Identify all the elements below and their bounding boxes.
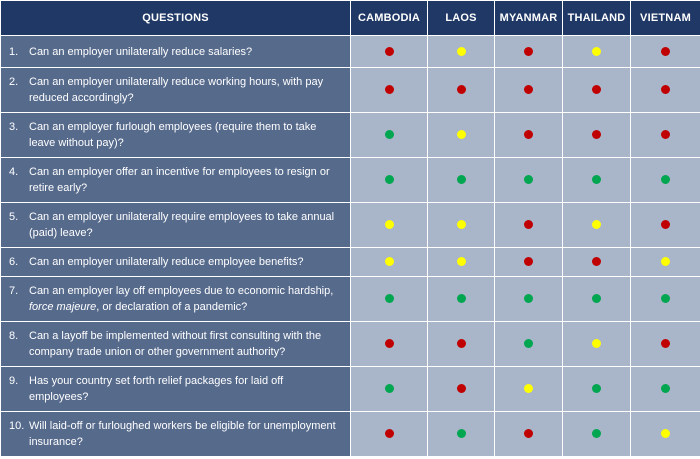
- question-number: 3.: [9, 121, 19, 133]
- red-status-dot-icon: [524, 220, 533, 229]
- yellow-status-dot-icon: [661, 257, 670, 266]
- red-status-dot-icon: [385, 85, 394, 94]
- yellow-status-dot-icon: [661, 429, 670, 438]
- red-status-dot-icon: [524, 130, 533, 139]
- status-cell-thailand: [563, 367, 631, 412]
- status-cell-laos: [428, 68, 495, 113]
- status-cell-thailand: [563, 36, 631, 68]
- red-status-dot-icon: [592, 85, 601, 94]
- green-status-dot-icon: [661, 294, 670, 303]
- green-status-dot-icon: [592, 429, 601, 438]
- red-status-dot-icon: [385, 47, 394, 56]
- status-cell-myanmar: [495, 277, 563, 322]
- red-status-dot-icon: [385, 429, 394, 438]
- country-header-laos: LAOS: [428, 1, 495, 36]
- question-text-part: Can an employer lay off employees due to economic hardship,: [29, 285, 334, 297]
- header-row: [1, 1, 700, 36]
- red-status-dot-icon: [457, 85, 466, 94]
- status-cell-myanmar: [495, 113, 563, 158]
- green-status-dot-icon: [457, 175, 466, 184]
- status-cell-myanmar: [495, 203, 563, 248]
- status-cell-myanmar: [495, 367, 563, 412]
- question-number: 1.: [9, 45, 19, 58]
- red-status-dot-icon: [524, 257, 533, 266]
- question-cell: [1, 36, 351, 68]
- yellow-status-dot-icon: [385, 220, 394, 229]
- green-status-dot-icon: [661, 175, 670, 184]
- question-cell: [1, 412, 351, 457]
- question-text-italic: force majeure: [29, 301, 97, 313]
- question-row: [1, 367, 700, 412]
- red-status-dot-icon: [661, 220, 670, 229]
- green-status-dot-icon: [385, 384, 394, 393]
- country-header-vietnam: VIETNAM: [631, 1, 700, 36]
- yellow-status-dot-icon: [457, 47, 466, 56]
- red-status-dot-icon: [385, 339, 394, 348]
- question-row: [1, 158, 700, 203]
- red-status-dot-icon: [524, 47, 533, 56]
- question-cell: [1, 158, 351, 203]
- red-status-dot-icon: [524, 429, 533, 438]
- question-cell: [1, 248, 351, 277]
- question-number: 5.: [9, 211, 19, 223]
- green-status-dot-icon: [457, 294, 466, 303]
- status-cell-laos: [428, 36, 495, 68]
- status-cell-laos: [428, 203, 495, 248]
- red-status-dot-icon: [457, 384, 466, 393]
- status-cell-vietnam: [631, 322, 700, 367]
- question-cell: [1, 113, 351, 158]
- status-cell-laos: [428, 277, 495, 322]
- green-status-dot-icon: [457, 429, 466, 438]
- red-status-dot-icon: [661, 130, 670, 139]
- yellow-status-dot-icon: [457, 220, 466, 229]
- status-cell-laos: [428, 158, 495, 203]
- status-cell-vietnam: [631, 113, 700, 158]
- question-text: Will laid-off or furloughed workers be eligible for unemployment insurance?: [29, 420, 336, 448]
- red-status-dot-icon: [457, 339, 466, 348]
- red-status-dot-icon: [661, 85, 670, 94]
- question-number: 9.: [9, 375, 19, 387]
- question-row: [1, 322, 700, 367]
- question-text: Can an employer furlough employees (require them to take leave without pay)?: [29, 121, 317, 149]
- yellow-status-dot-icon: [592, 47, 601, 56]
- yellow-status-dot-icon: [457, 130, 466, 139]
- question-row: [1, 203, 700, 248]
- country-header-myanmar: MYANMAR: [495, 1, 563, 36]
- status-cell-thailand: [563, 412, 631, 457]
- yellow-status-dot-icon: [457, 257, 466, 266]
- question-number: 6.: [9, 256, 19, 268]
- country-header-thailand: THAILAND: [563, 1, 631, 36]
- status-cell-myanmar: [495, 322, 563, 367]
- question-number: 7.: [9, 285, 19, 297]
- status-cell-vietnam: [631, 68, 700, 113]
- question-text: Can an employer unilaterally reduce salaries?: [29, 45, 253, 58]
- green-status-dot-icon: [385, 130, 394, 139]
- question-row: [1, 412, 700, 457]
- country-header-cambodia: CAMBODIA: [351, 1, 428, 36]
- status-cell-thailand: [563, 277, 631, 322]
- status-cell-cambodia: [351, 68, 428, 113]
- status-cell-myanmar: [495, 36, 563, 68]
- status-cell-thailand: [563, 158, 631, 203]
- status-cell-vietnam: [631, 277, 700, 322]
- status-cell-cambodia: [351, 203, 428, 248]
- question-text: [29, 283, 344, 315]
- status-cell-cambodia: [351, 158, 428, 203]
- status-cell-vietnam: [631, 203, 700, 248]
- question-text: Can an employer offer an incentive for employees to resign or retire early?: [29, 166, 330, 194]
- question-number: 2.: [9, 76, 19, 88]
- status-cell-thailand: [563, 322, 631, 367]
- status-cell-cambodia: [351, 113, 428, 158]
- green-status-dot-icon: [661, 384, 670, 393]
- green-status-dot-icon: [524, 339, 533, 348]
- status-cell-myanmar: [495, 158, 563, 203]
- questions-header: QUESTIONS: [1, 1, 351, 36]
- red-status-dot-icon: [661, 47, 670, 56]
- status-cell-myanmar: [495, 68, 563, 113]
- green-status-dot-icon: [524, 294, 533, 303]
- status-cell-laos: [428, 322, 495, 367]
- green-status-dot-icon: [385, 294, 394, 303]
- green-status-dot-icon: [524, 175, 533, 184]
- status-cell-vietnam: [631, 367, 700, 412]
- status-cell-cambodia: [351, 248, 428, 277]
- yellow-status-dot-icon: [592, 339, 601, 348]
- yellow-status-dot-icon: [385, 257, 394, 266]
- question-row: [1, 68, 700, 113]
- status-cell-laos: [428, 248, 495, 277]
- status-cell-vietnam: [631, 36, 700, 68]
- status-cell-myanmar: [495, 248, 563, 277]
- green-status-dot-icon: [592, 294, 601, 303]
- green-status-dot-icon: [592, 175, 601, 184]
- status-cell-cambodia: [351, 36, 428, 68]
- red-status-dot-icon: [592, 257, 601, 266]
- question-cell: [1, 367, 351, 412]
- status-cell-cambodia: [351, 367, 428, 412]
- status-cell-vietnam: [631, 412, 700, 457]
- yellow-status-dot-icon: [524, 384, 533, 393]
- question-number: 4.: [9, 166, 19, 178]
- question-text: Has your country set forth relief packages for laid off employees?: [29, 375, 284, 403]
- status-cell-cambodia: [351, 412, 428, 457]
- question-row: [1, 113, 700, 158]
- question-number: 10.: [9, 420, 25, 432]
- question-cell: [1, 322, 351, 367]
- red-status-dot-icon: [592, 130, 601, 139]
- status-cell-vietnam: [631, 158, 700, 203]
- status-cell-laos: [428, 113, 495, 158]
- status-cell-laos: [428, 412, 495, 457]
- question-text-part: , or declaration of a pandemic?: [96, 301, 248, 313]
- status-cell-myanmar: [495, 412, 563, 457]
- red-status-dot-icon: [524, 85, 533, 94]
- question-cell: [1, 277, 351, 322]
- question-cell: [1, 203, 351, 248]
- status-cell-vietnam: [631, 248, 700, 277]
- question-cell: [1, 68, 351, 113]
- question-row: [1, 36, 700, 68]
- status-cell-laos: [428, 367, 495, 412]
- green-status-dot-icon: [592, 384, 601, 393]
- green-status-dot-icon: [385, 175, 394, 184]
- question-text: Can an employer unilaterally reduce employee benefits?: [29, 256, 304, 268]
- question-text: Can an employer unilaterally require employees to take annual (paid) leave?: [29, 211, 335, 239]
- question-text: Can a layoff be implemented without first consulting with the company trade union or other government authority?: [29, 330, 322, 358]
- status-cell-thailand: [563, 248, 631, 277]
- question-row: [1, 277, 700, 322]
- yellow-status-dot-icon: [592, 220, 601, 229]
- question-number: 8.: [9, 330, 19, 342]
- question-row: [1, 248, 700, 277]
- status-cell-thailand: [563, 203, 631, 248]
- status-cell-cambodia: [351, 277, 428, 322]
- red-status-dot-icon: [661, 339, 670, 348]
- status-cell-thailand: [563, 68, 631, 113]
- status-cell-thailand: [563, 113, 631, 158]
- question-text: Can an employer unilaterally reduce working hours, with pay reduced accordingly?: [29, 76, 324, 104]
- status-cell-cambodia: [351, 322, 428, 367]
